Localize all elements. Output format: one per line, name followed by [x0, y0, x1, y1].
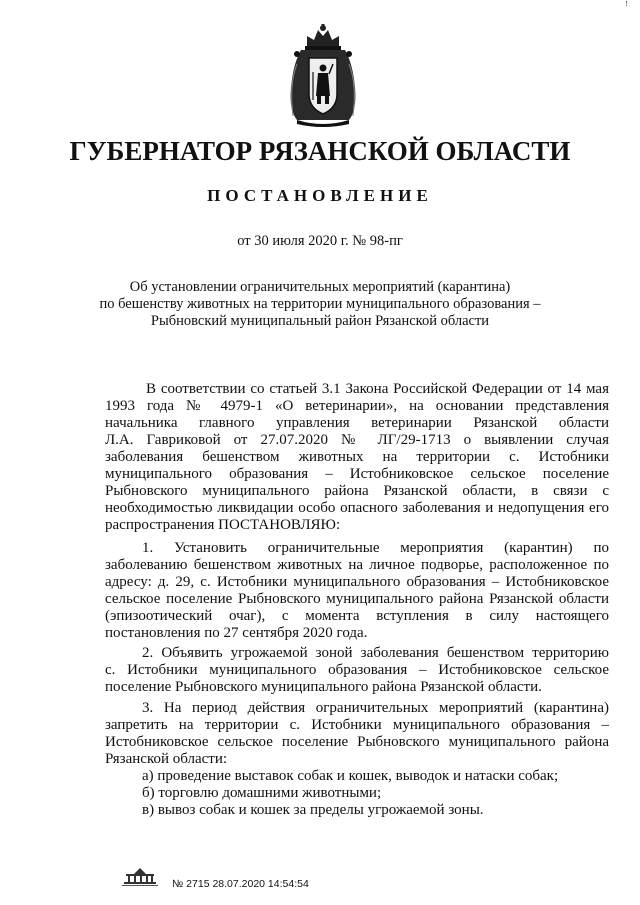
body-line: сельское поселение Рыбновского муниципального района Рязанской области: [105, 591, 609, 607]
body-line: Л.А. Гавриковой от 27.07.2020 № ЛГ/29-1713 о выявлении случая: [105, 432, 609, 448]
registration-stamp-icon: [120, 866, 160, 888]
body-line: в) вывоз собак и кошек за пределы угрожаемой зоны.: [142, 802, 484, 818]
body-line: а) проведение выставок собак и кошек, выводок и натаски собак;: [142, 768, 559, 784]
body-line: запретить на территории с. Истобники муниципального образования –: [105, 717, 609, 733]
body-line: с. Истобники муниципального образования – Истобниковское сельское: [105, 662, 609, 678]
body-line: поселение Рыбновского муниципального района Рязанской области.: [105, 679, 542, 695]
body-line: 2. Объявить угрожаемой зоной заболевания бешенством территорию: [142, 645, 609, 661]
issuer-title: ГУБЕРНАТОР РЯЗАНСКОЙ ОБЛАСТИ: [69, 136, 571, 166]
corner-pen-mark: ꜝ: [625, 2, 629, 13]
body-line: 3. На период действия ограничительных мероприятий (карантина): [142, 700, 609, 716]
body-line: постановления по 27 сентября 2020 года.: [105, 625, 368, 641]
body-line: Истобниковское сельское поселение Рыбновского муниципального района: [105, 734, 609, 750]
body-line: б) торговлю домашними животными;: [142, 785, 382, 801]
body-line: заболевания бешенством животных на территории с. Истобники: [105, 449, 609, 465]
body-line: начальника главного управления ветеринарии Рязанской области: [105, 415, 609, 431]
body-line: 1. Установить ограничительные мероприятия (карантин) по: [142, 540, 609, 556]
body-line: Рыбновского муниципального района Рязанской области, в связи с: [105, 483, 609, 499]
body-line: 1993 года № 4979-1 «О ветеринарии», на основании представления: [105, 398, 609, 414]
body-line: Рязанской области:: [105, 751, 228, 767]
subject-line: по бешенству животных на территории муниципального образования –: [99, 296, 541, 312]
document-type: ПОСТАНОВЛЕНИЕ: [207, 186, 433, 205]
body-line: необходимостью ликвидации особо опасного заболевания и недопущения его: [105, 500, 609, 516]
registration-number: № 2715 28.07.2020 14:54:54: [172, 878, 309, 890]
body-line: В соответствии со статьей 3.1 Закона Российской Федерации от 14 мая: [146, 381, 609, 397]
body-line: заболеванию бешенством животных на личное подворье, расположенное по: [105, 557, 609, 573]
subject-line: Рыбновский муниципальный район Рязанской области: [150, 313, 490, 329]
body-line: муниципального образования – Истобниковское сельское поселение: [105, 466, 609, 482]
coat-of-arms-emblem: [283, 24, 363, 128]
subject-line: Об установлении ограничительных мероприятий (карантина): [129, 279, 511, 295]
body-line: (эпизоотический очаг), с момента вступления в силу настоящего: [105, 608, 609, 624]
body-line: адресу: д. 29, с. Истобники муниципального образования – Истобниковское: [105, 574, 609, 590]
document-date-number: от 30 июля 2020 г. № 98-пг: [237, 233, 403, 249]
body-line: распространения ПОСТАНОВЛЯЮ:: [105, 517, 341, 533]
